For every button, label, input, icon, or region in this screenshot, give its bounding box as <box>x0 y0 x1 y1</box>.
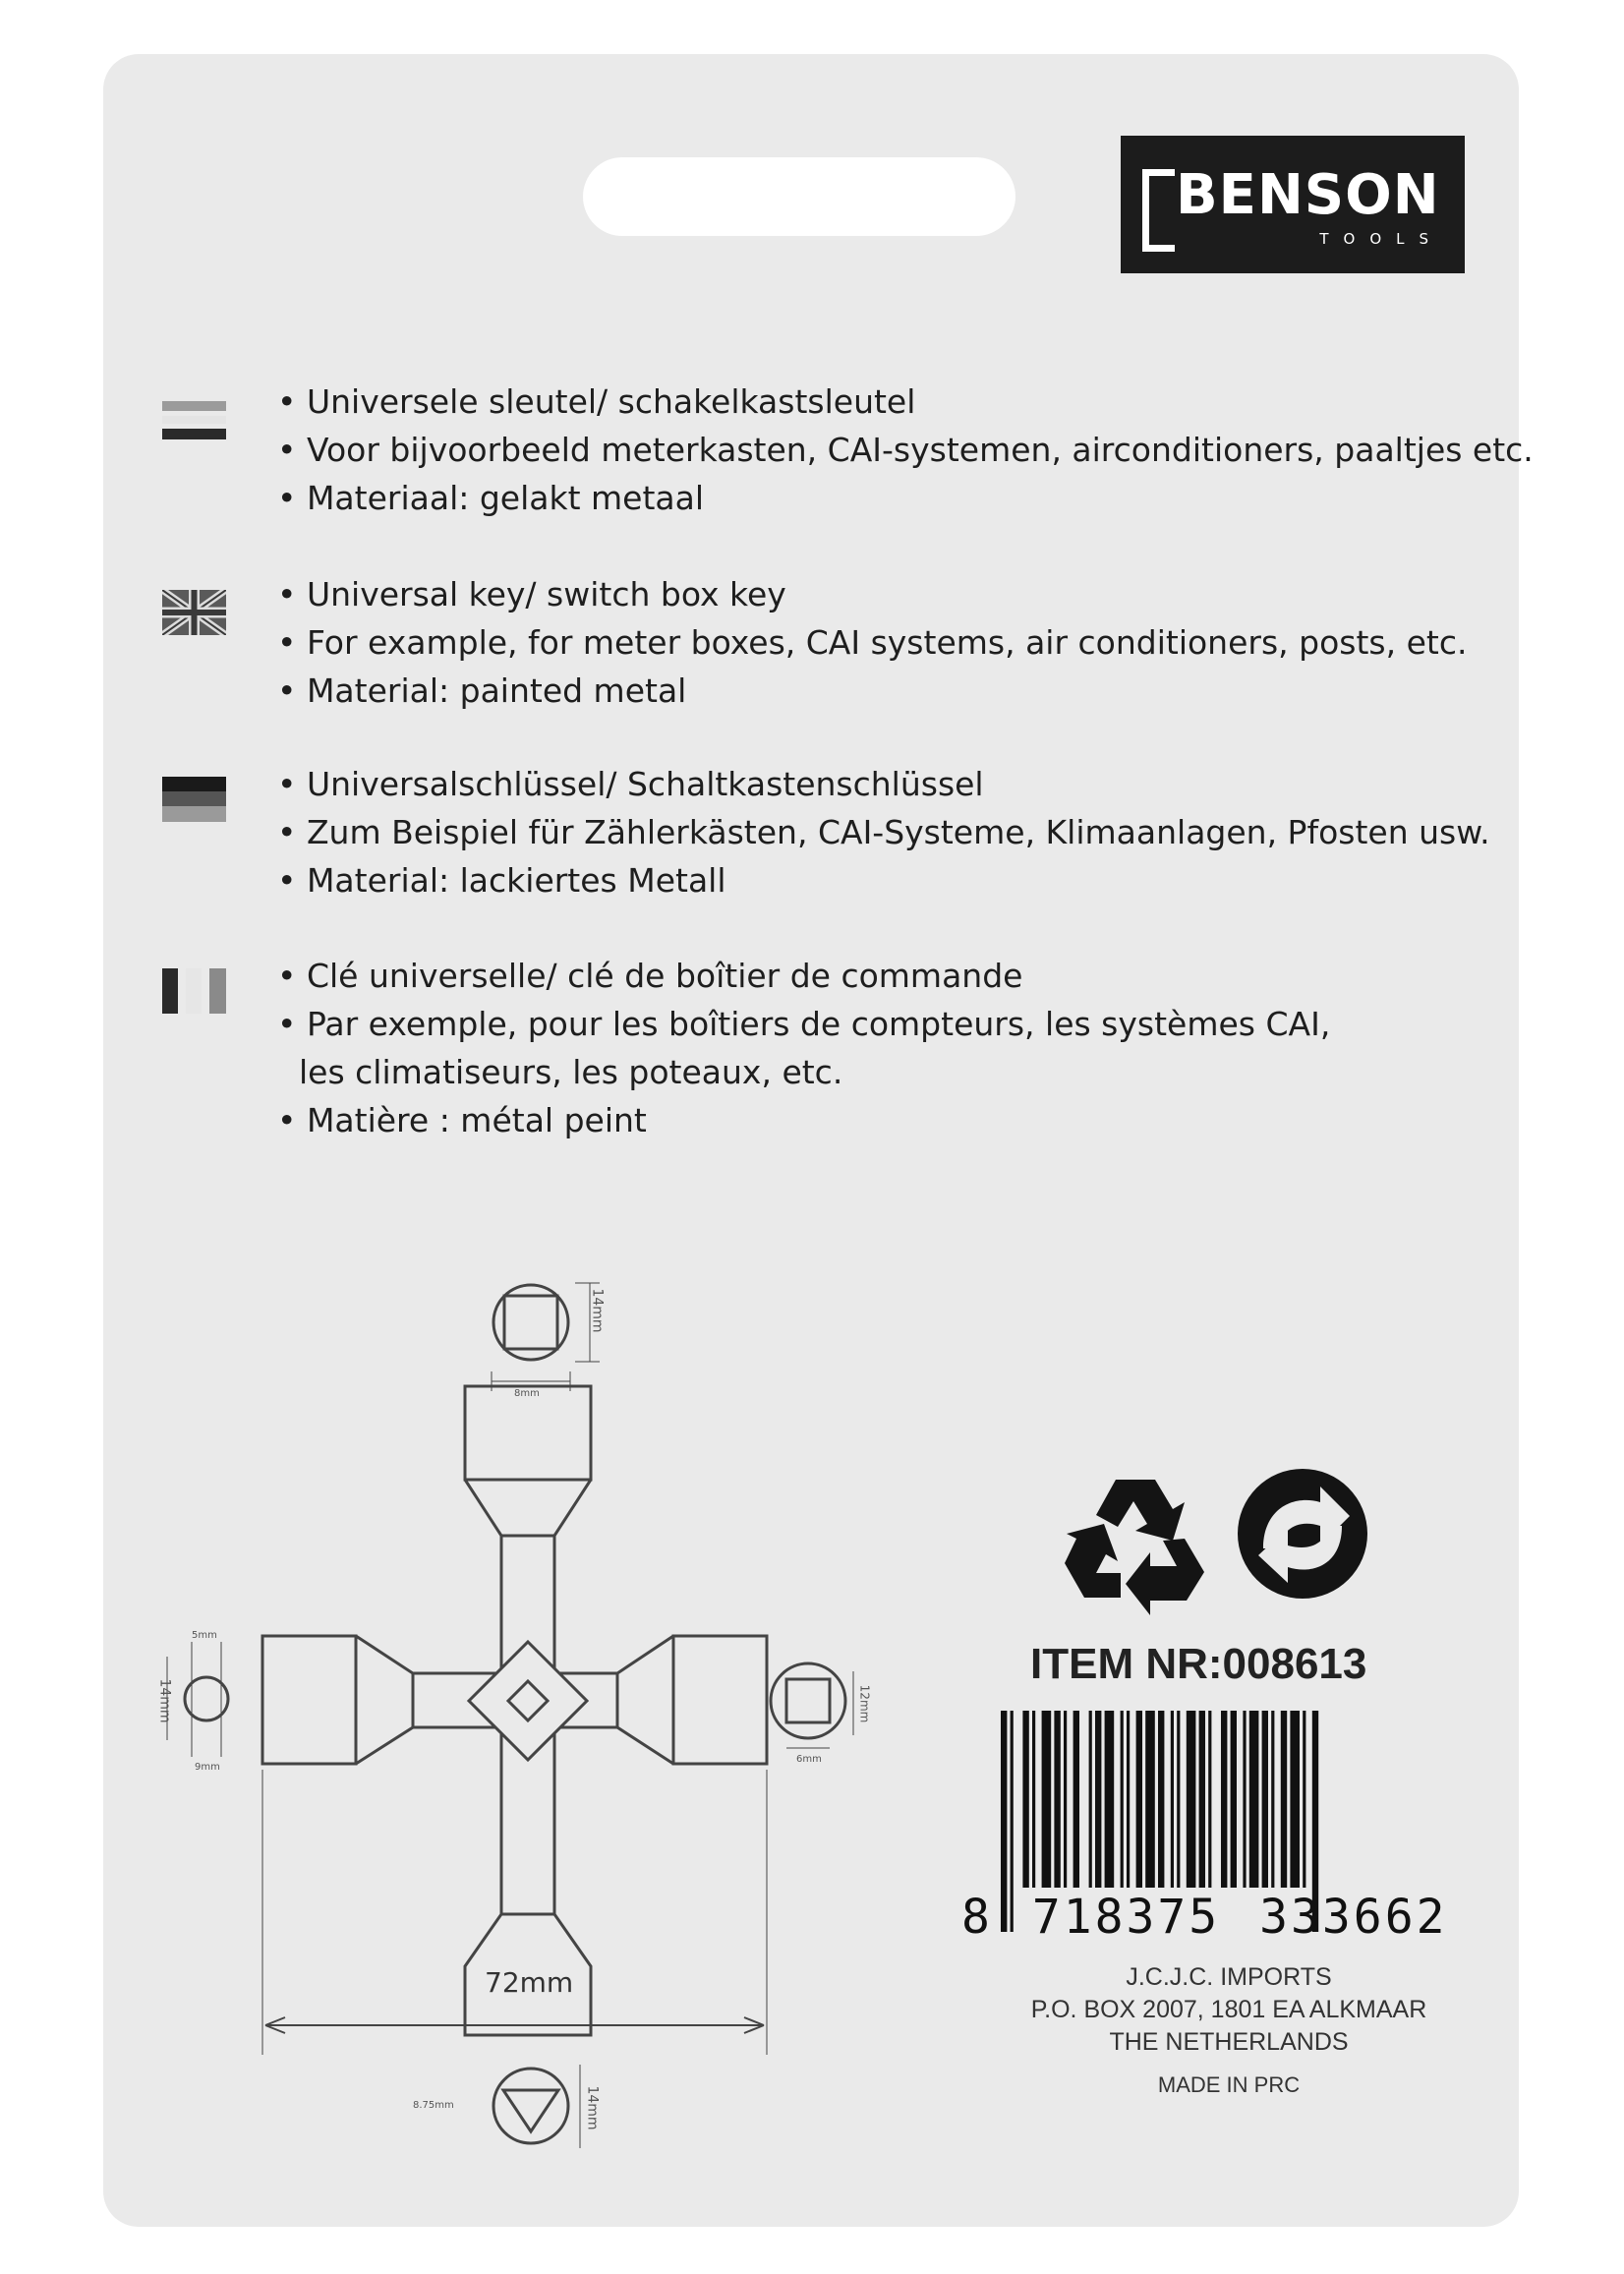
green-dot-icon <box>1234 1465 1371 1603</box>
barcode-bar <box>1303 1711 1305 1888</box>
barcode-bar <box>1158 1711 1164 1888</box>
barcode-bar <box>1073 1711 1079 1888</box>
made-in: MADE IN PRC <box>1157 2072 1301 2097</box>
text-line: • Material: painted metal <box>277 671 687 710</box>
barcode-bar <box>1281 1711 1287 1888</box>
benson-logo <box>1121 136 1465 273</box>
text-block-de <box>277 760 1490 904</box>
importer-address: P.O. BOX 2007, 1801 EA ALKMAAR <box>1030 1996 1427 2023</box>
barcode-bar <box>1249 1711 1259 1888</box>
right-width-label: 6mm <box>796 1754 822 1765</box>
right-height-label: 12mm <box>857 1684 872 1723</box>
barcode-bar <box>1187 1711 1196 1888</box>
left-top-label: 5mm <box>192 1630 217 1641</box>
text-line: • Clé universelle/ clé de boîtier de commande <box>277 957 1023 995</box>
barcode-bar <box>1262 1711 1268 1888</box>
left-bottom-label: 9mm <box>195 1762 220 1773</box>
barcode-bar <box>1221 1711 1227 1888</box>
dutch-flag-icon <box>162 398 226 443</box>
width-dimension-label: 72mm <box>485 1966 574 1999</box>
barcode-bar <box>1095 1711 1101 1888</box>
logo-sub: TOOLS <box>1319 230 1443 248</box>
text-block-nl <box>277 378 1534 522</box>
importer-info <box>983 1961 1475 2101</box>
text-line: • Par exemple, pour les boîtiers de compteurs, les systèmes CAI, <box>277 1005 1331 1043</box>
barcode-bar <box>1231 1711 1237 1888</box>
text-line: • Matière : métal peint <box>277 1101 647 1139</box>
text-line: • For example, for meter boxes, CAI systems, air conditioners, posts, etc. <box>277 623 1468 662</box>
barcode-bar <box>1243 1711 1246 1888</box>
top-width-label: 8mm <box>514 1388 540 1399</box>
logo-bracket-icon <box>1142 169 1175 252</box>
item-number: ITEM NR:008613 <box>1030 1640 1367 1688</box>
barcode-bar <box>1022 1711 1028 1888</box>
barcode-bar <box>1121 1711 1124 1888</box>
text-block-fr <box>277 952 1330 1144</box>
text-line: • Universalschlüssel/ Schaltkastenschlüssel <box>277 765 984 803</box>
barcode-bar <box>1271 1711 1274 1888</box>
german-flag-icon <box>162 777 226 822</box>
bottom-height-label: 14mm <box>584 2085 601 2130</box>
barcode-bar <box>1177 1711 1180 1888</box>
cross-key-drawing <box>147 1278 914 2163</box>
recycle-icon <box>1057 1470 1214 1617</box>
text-line: • Material: lackiertes Metall <box>277 861 726 900</box>
barcode-bar <box>1089 1711 1092 1888</box>
barcode-bar <box>1032 1711 1035 1888</box>
text-line: les climatiseurs, les poteaux, etc. <box>299 1053 843 1091</box>
barcode-group-1: 718375 <box>1031 1890 1221 1945</box>
barcode-bar <box>1127 1711 1130 1888</box>
text-block-en <box>277 570 1467 715</box>
logo-brand: BENSON <box>1176 163 1440 227</box>
text-line: • Universele sleutel/ schakelkastsleutel <box>277 382 916 421</box>
hang-hole <box>583 157 1015 236</box>
importer-country: THE NETHERLANDS <box>1109 2028 1349 2056</box>
barcode-bar <box>1064 1711 1067 1888</box>
text-line: • Zum Beispiel für Zählerkästen, CAI-Systeme, Klimaanlagen, Pfosten usw. <box>277 813 1490 851</box>
key-diagram <box>147 1278 914 2163</box>
barcode-bar <box>1208 1711 1211 1888</box>
barcode-bar <box>1199 1711 1205 1888</box>
barcode-bar <box>1042 1711 1052 1888</box>
text-line: • Voor bijvoorbeeld meterkasten, CAI-systemen, airconditioners, paaltjes etc. <box>277 431 1534 469</box>
barcode-bar <box>1145 1711 1155 1888</box>
barcode-bar <box>1136 1711 1142 1888</box>
text-line: • Materiaal: gelakt metaal <box>277 479 705 517</box>
barcode-bar <box>1171 1711 1174 1888</box>
uk-flag-icon <box>162 590 226 635</box>
barcode-group-2: 333662 <box>1259 1890 1448 1945</box>
barcode-first-digit: 8 <box>961 1890 993 1945</box>
left-height-label: 14mm <box>156 1678 173 1723</box>
barcode-bar <box>1105 1711 1115 1888</box>
barcode-bar <box>1054 1711 1060 1888</box>
french-flag-icon <box>162 968 226 1014</box>
barcode-bar <box>1290 1711 1300 1888</box>
text-line: • Universal key/ switch box key <box>277 575 786 613</box>
barcode-number <box>961 1890 1448 1945</box>
importer-name: J.C.J.C. IMPORTS <box>1126 1963 1332 1991</box>
bottom-width-label: 8.75mm <box>413 2100 454 2111</box>
top-height-label: 14mm <box>589 1288 606 1333</box>
